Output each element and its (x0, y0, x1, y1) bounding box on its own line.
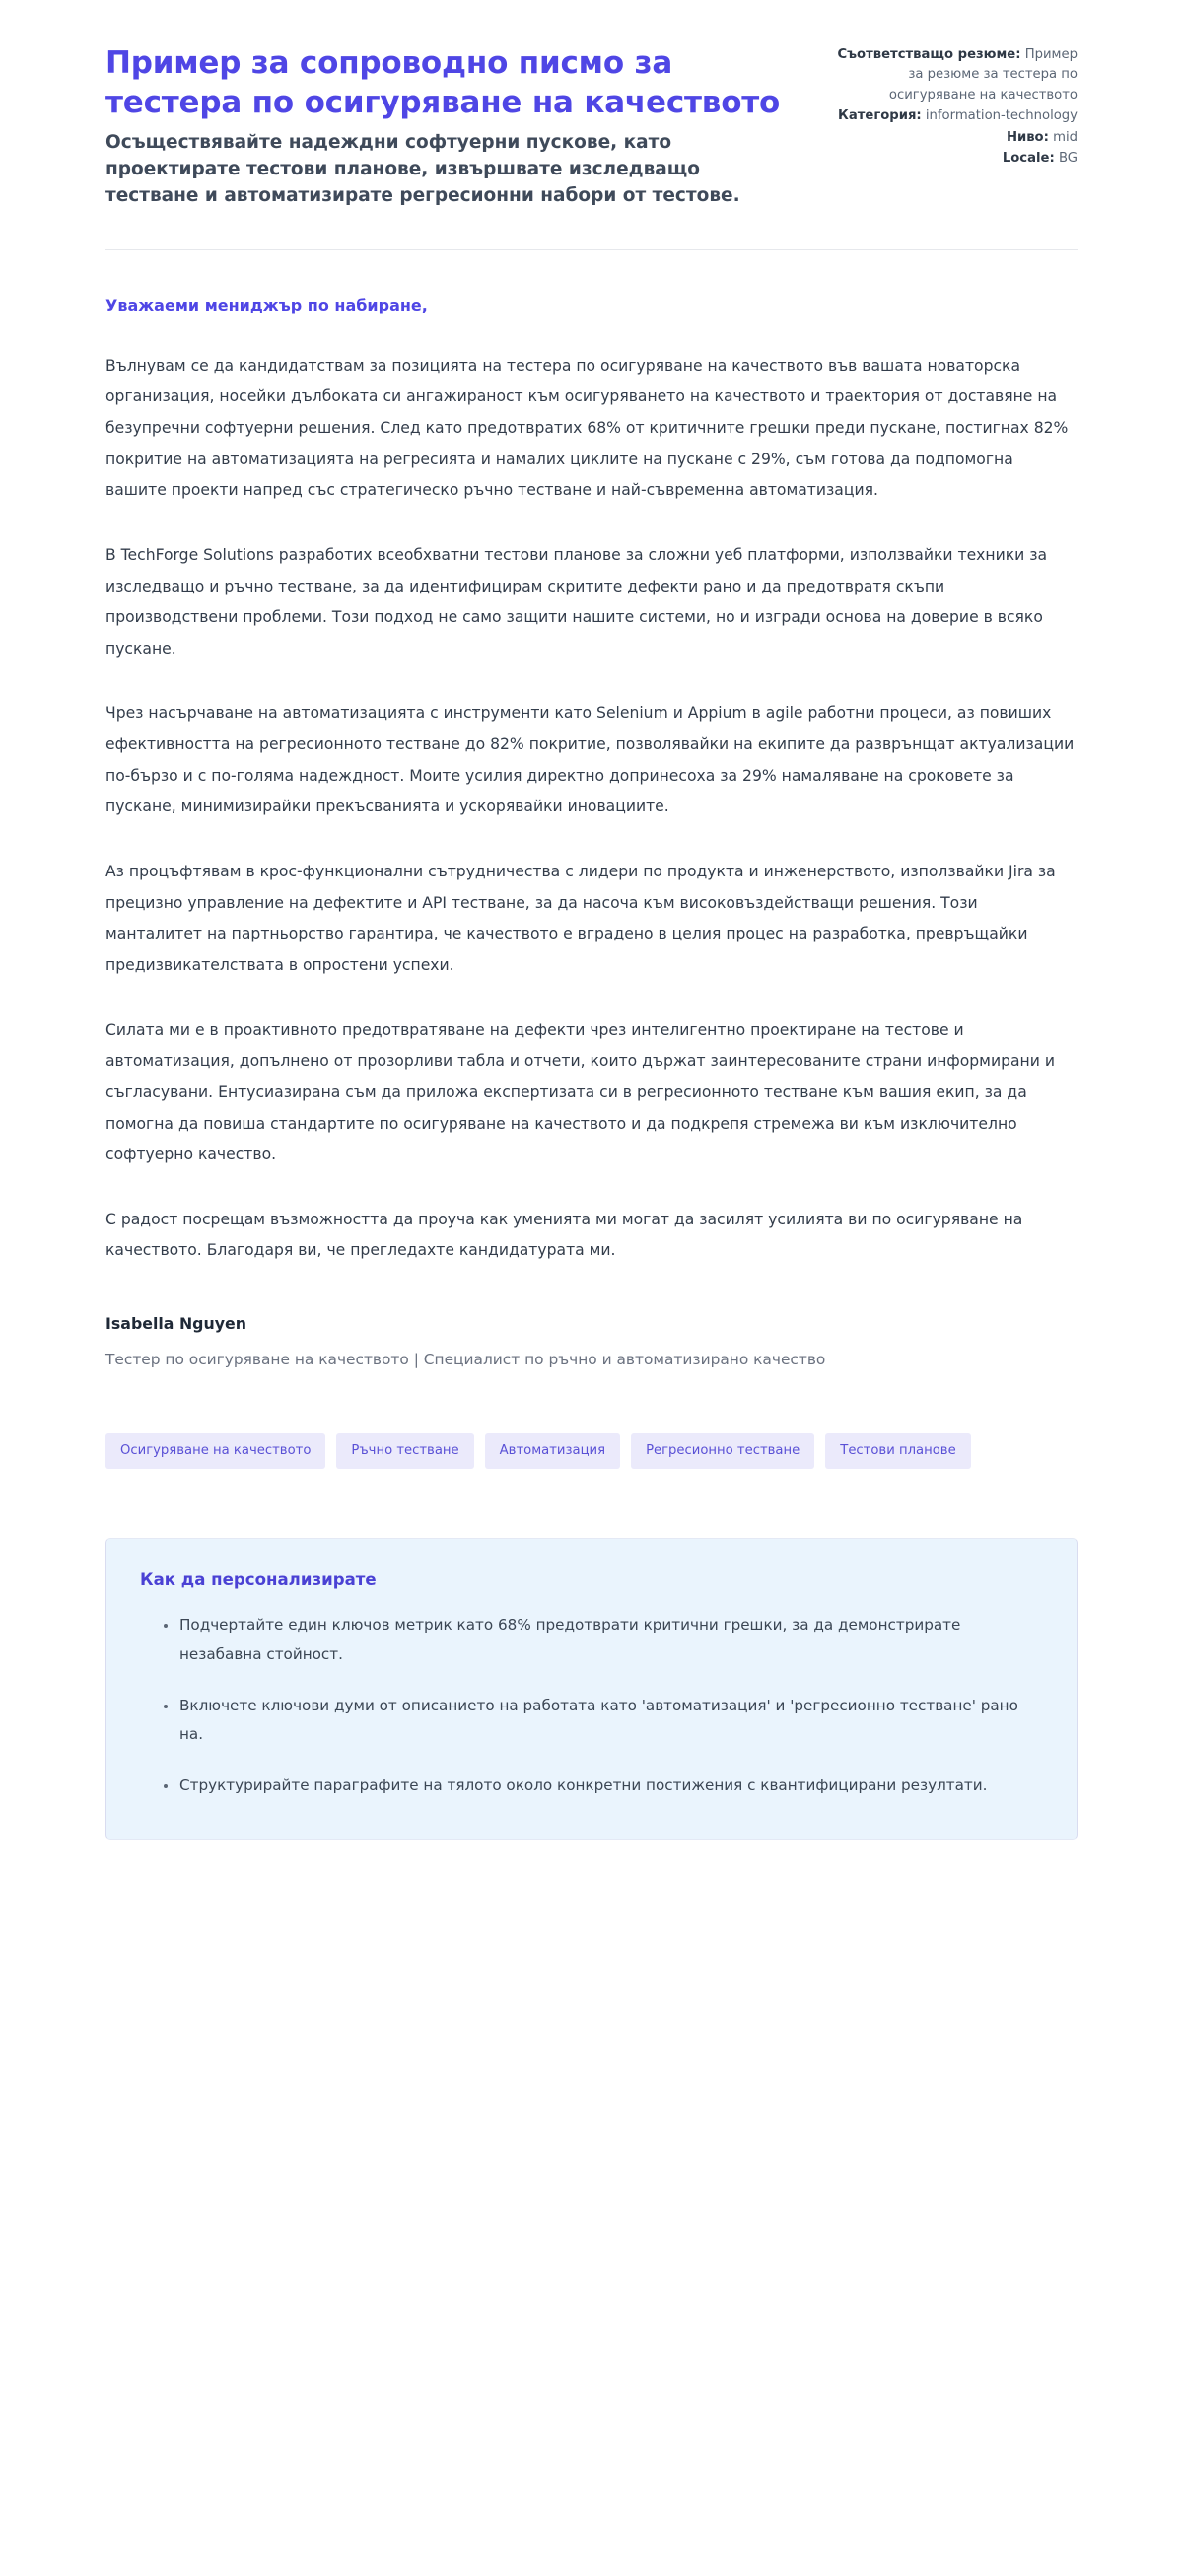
body-paragraph: Аз процъфтявам в крос-функционални сътрудничества с лидери по продукта и инженерството, използвайки Jira за прецизно управление на дефектите и API тестване, за да насоча към високовъздействащи решения. Този манталитет на партньорство гарантира, че качеството е вградено в целия процес на разработка, превръщайки предизвикателствата в опростени успехи. (105, 863, 1056, 974)
page-title: Пример за сопроводно писмо за тестера по осигуряване на качеството (105, 45, 781, 121)
metadata-value: BG (1058, 151, 1078, 167)
tag-chip[interactable]: Ръчно тестване (336, 1433, 473, 1469)
salutation: Уважаеми мениджър по набиране, (105, 295, 428, 314)
metadata-label: Ниво: (1006, 129, 1049, 145)
letter-body (105, 250, 1078, 1374)
document-header (105, 43, 1078, 210)
callout-title: Как да персонализирате (140, 1570, 377, 1590)
body-paragraph: Чрез насърчаване на автоматизацията с инструменти като Selenium и Appium в agile работни процеси, аз повиших ефективността на регресионното тестване до 82% покритие, позволявайки на екипите да разврънщат актуализации по-бързо и с по-голяма надеждност. Моите усилия директно допринесоха за 29% намаляване на сроковете за пускане, минимизирайки прекъсванията и ускорявайки иновациите. (105, 704, 1075, 816)
list-item: Подчертайте един ключов метрик като 68% предотврати критични грешки, за да демонстрирате незабавна стойност. (164, 1611, 1043, 1669)
header-text-block (105, 43, 792, 210)
tag-list (105, 1433, 1078, 1469)
metadata-label: Locale: (1002, 151, 1055, 167)
tag-chip[interactable]: Осигуряване на качеството (105, 1433, 325, 1469)
signature-block (105, 1314, 1078, 1374)
metadata-value: information-technology (925, 108, 1078, 124)
body-paragraph: В TechForge Solutions разработих всеобхватни тестови планове за сложни уеб платформи, използвайки техники за изследващо и ръчно тестване, за да идентифицирам скритите дефекти рано и да предотвратя скъпи производствени проблеми. Този подход не само защити нашите системи, но и изгради основа на доверие в всяко пускане. (105, 545, 1048, 658)
tag-chip[interactable]: Тестови планове (825, 1433, 970, 1469)
metadata-label: Категория: (838, 108, 922, 124)
page-subtitle: Осъществявайте надеждни софтуерни пускове, като проектирате тестови планове, извършвате изследващо тестване и автоматизирате регресионни набори от тестове. (105, 131, 740, 207)
metadata-value: Пример за резюме за тестера по осигуряване на качеството (888, 47, 1078, 103)
metadata-row-level (831, 128, 1078, 148)
tag-chip[interactable]: Автоматизация (485, 1433, 620, 1469)
metadata-row-category (831, 106, 1078, 126)
metadata-panel (831, 43, 1078, 171)
signature-name: Isabella Nguyen (105, 1314, 246, 1334)
metadata-label: Съответстващо резюме: (837, 47, 1021, 62)
body-paragraph: Силата ми е в проактивното предотвратяване на дефекти чрез интелигентно проектиране на тестове и автоматизация, допълнено от прозорливи табла и отчети, които държат заинтересованите страни информирани и съгласувани. Ентусиазирана съм да приложа експертизата си в регресионното тестване към вашия екип, за да помогна да повиша стандартите по осигуряване на качеството и да подкрепя стремежа ви към изключително софтуерно качество. (105, 1020, 1055, 1164)
metadata-row-locale (831, 149, 1078, 169)
list-item: Включете ключови думи от описанието на работата като 'автоматизация' и 'регресионно тестване' рано на. (164, 1692, 1043, 1750)
body-paragraph: Вълнувам се да кандидатствам за позицията на тестера по осигуряване на качеството във вашата новаторска организация, носейки дълбоката си ангажираност към осигуряването на качеството и траектория от доставяне на безупречни софтуерни решения. След като предотвратих 68% от критичните грешки преди пускане, постигнах 82% покритие на автоматизацията на регресията и намалих циклите на пускане с 29%, съм готова да подпомогна вашите проекти напред със стратегическо ръчно тестване и най-съвременна автоматизация. (105, 356, 1069, 500)
callout-list (140, 1611, 1043, 1800)
tag-chip[interactable]: Регресионно тестване (631, 1433, 814, 1469)
list-item: Структурирайте параграфите на тялото около конкретни постижения с квантифицирани резултати. (164, 1772, 1043, 1801)
customization-callout (105, 1538, 1078, 1839)
signature-title: Тестер по осигуряване на качеството | Специалист по ръчно и автоматизирано качество (105, 1351, 826, 1369)
metadata-value: mid (1053, 129, 1078, 145)
metadata-row-matching-resume (831, 45, 1078, 105)
body-paragraph: С радост посрещам възможността да проуча как уменията ми могат да засилят усилията ви по осигуряване на качеството. Благодаря ви, че прегледахте кандидатурата ми. (105, 1210, 1023, 1260)
